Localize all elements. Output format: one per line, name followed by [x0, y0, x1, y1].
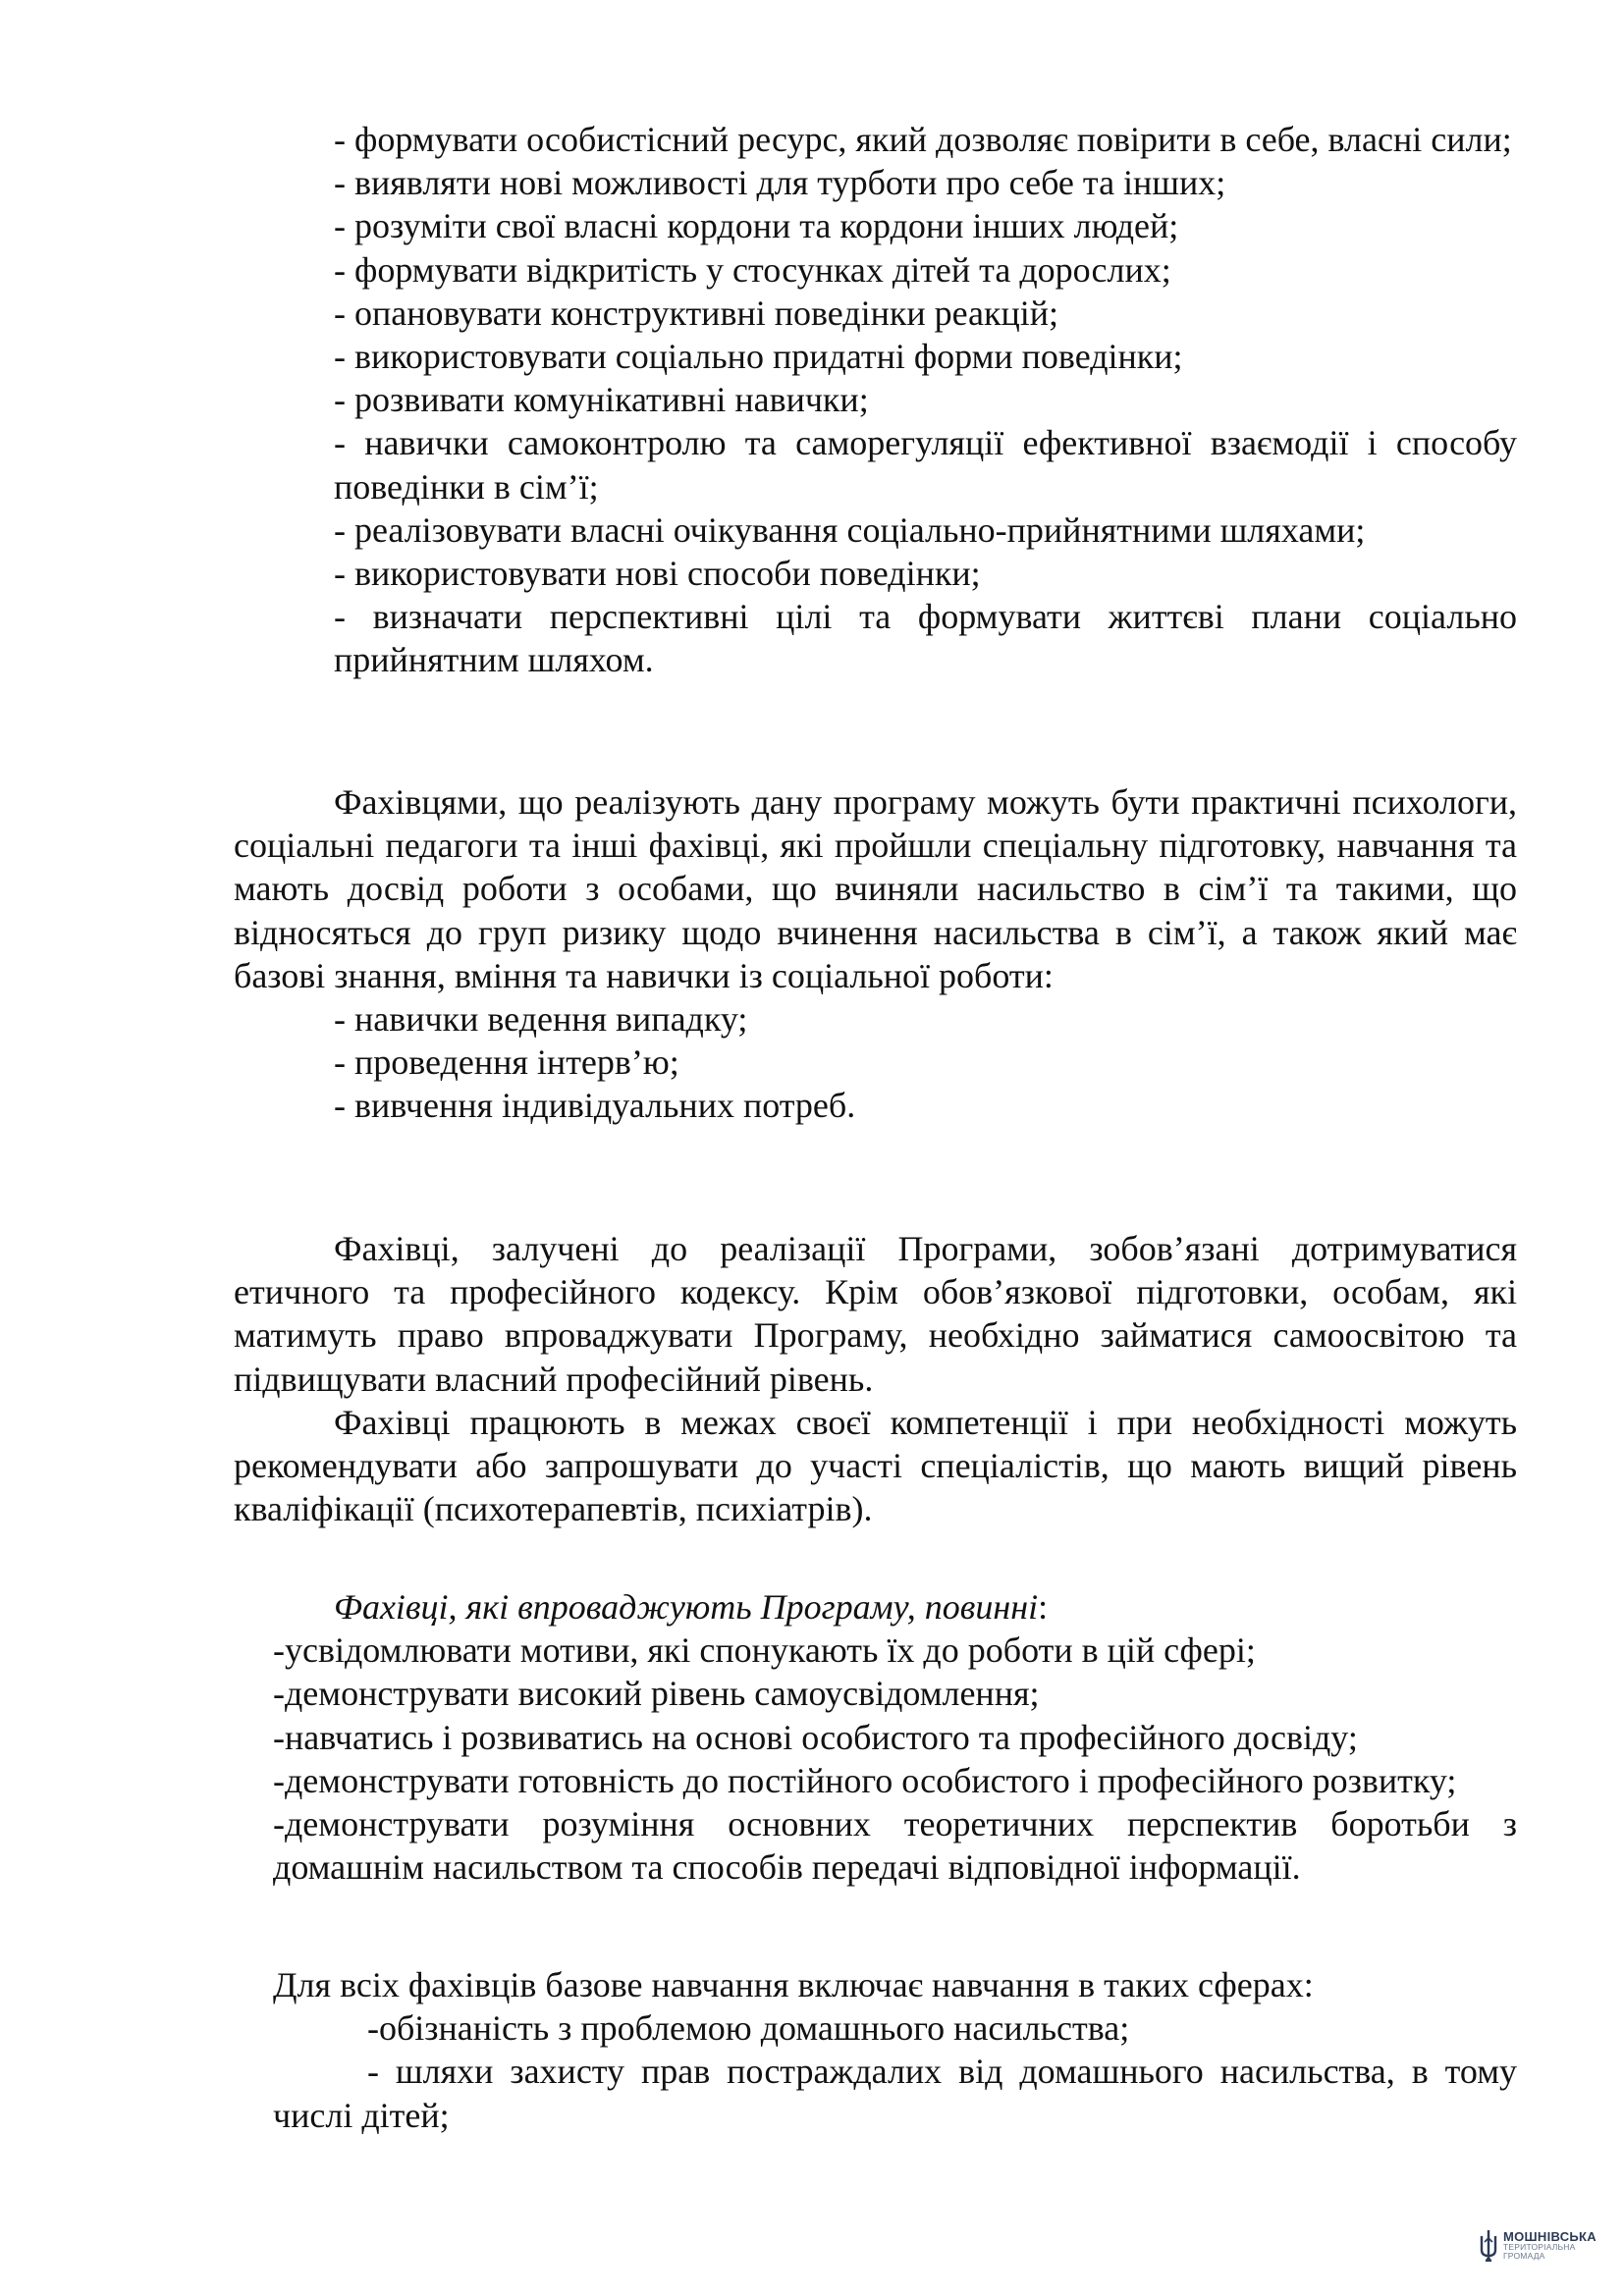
list-item: - використовувати соціально придатні форми поведінки; — [334, 337, 1183, 377]
list-item: -усвідомлювати мотиви, які спонукають їх до роботи в цій сфері; — [273, 1630, 1256, 1671]
ethics-section — [234, 1227, 1517, 1530]
list-item: -демонструвати високий рівень самоусвідомлення; — [273, 1674, 1040, 1714]
specialists-section — [234, 780, 1517, 1128]
requirements-heading-italic: Фахівці, які впроваджують Програму, повинні — [334, 1587, 1039, 1627]
trident-icon — [1478, 2228, 1499, 2262]
list-item: - розуміти свої власні кордони та кордони інших людей; — [334, 206, 1179, 246]
logo-sub-2: ГРОМАДА — [1503, 2250, 1545, 2261]
list-item: - шляхи захисту прав постраждалих від домашнього насильства, в тому числі дітей; — [273, 2052, 1517, 2135]
list-item: - виявляти нові можливості для турботи про себе та інших; — [334, 163, 1226, 203]
list-item: - навички самоконтролю та саморегуляції ефективної взаємодії і способу поведінки в сім’ї; — [334, 423, 1517, 507]
competence-paragraph: Фахівці працюють в межах своєї компетенції і при необхідності можуть рекомендувати або запрошувати до участі спеціалістів, що мають вищий рівень кваліфікації (психотерапевтів, психіатрів). — [234, 1402, 1517, 1529]
list-item: - реалізовувати власні очікування соціально-прийнятними шляхами; — [334, 509, 1366, 550]
list-item: - опановувати конструктивні поведінки реакцій; — [334, 293, 1059, 333]
list-item: - використовувати нові способи поведінки; — [334, 554, 981, 594]
list-item: - навички ведення випадку; — [334, 999, 748, 1040]
training-intro: Для всіх фахівців базове навчання включає навчання в таких сферах: — [273, 1965, 1314, 2004]
list-item: -демонструвати розуміння основних теоретичних перспектив боротьби з домашнім насильством та способів передачі відповідної інформації. — [273, 1804, 1517, 1888]
logo-name: МОШНІВСЬКА — [1503, 2229, 1597, 2244]
skills-list — [334, 118, 1517, 682]
list-item: -обізнаність з проблемою домашнього насильства; — [367, 2008, 1130, 2049]
list-item: - вивчення індивідуальних потреб. — [334, 1086, 856, 1126]
specialists-paragraph: Фахівцями, що реалізують дану програму можуть бути практичні психологи, соціальні педагоги та інші фахівці, які пройшли спеціальну підготовку, навчання та мають досвід роботи з особами, що вчиняли насильство в сім’ї та такими, що відносяться до груп ризику щодо вчинення насильства в сім’ї, а також який має базові знання, вміння та навички із соціальної роботи: — [234, 782, 1517, 995]
list-item: - проведення інтерв’ю; — [334, 1042, 679, 1083]
training-section — [273, 1963, 1517, 2137]
logo-sub-1: ТЕРИТОРІАЛЬНА — [1503, 2242, 1576, 2252]
list-item: - розвивати комунікативні навички; — [334, 380, 869, 420]
requirements-section — [273, 1585, 1517, 1889]
specialists-skills-list — [234, 997, 1517, 1128]
ethics-paragraph: Фахівці, залучені до реалізації Програми, зобов’язані дотримуватися етичного та професійного кодексу. Крім обов’язкової підготовки, особам, які матимуть право впроваджувати Програму, необхідно займатися самоосвітою та підвищувати власний професійний рівень. — [234, 1229, 1517, 1399]
community-logo — [1478, 2222, 1615, 2268]
list-item: -демонструвати готовність до постійного особистого і професійного розвитку; — [273, 1760, 1457, 1800]
list-item: -навчатись і розвиватись на основі особистого та професійного досвіду; — [273, 1717, 1358, 1757]
requirements-heading — [273, 1585, 1517, 1629]
list-item: - формувати особистісний ресурс, який дозволяє повірити в себе, власні сили; — [334, 120, 1512, 159]
list-item: - формувати відкритість у стосунках дітей та дорослих; — [334, 249, 1171, 290]
list-item: - визначати перспективні цілі та формувати життєві плани соціально прийнятним шляхом. — [334, 597, 1517, 680]
requirements-heading-colon: : — [1038, 1587, 1049, 1627]
logo-text — [1503, 2230, 1597, 2260]
